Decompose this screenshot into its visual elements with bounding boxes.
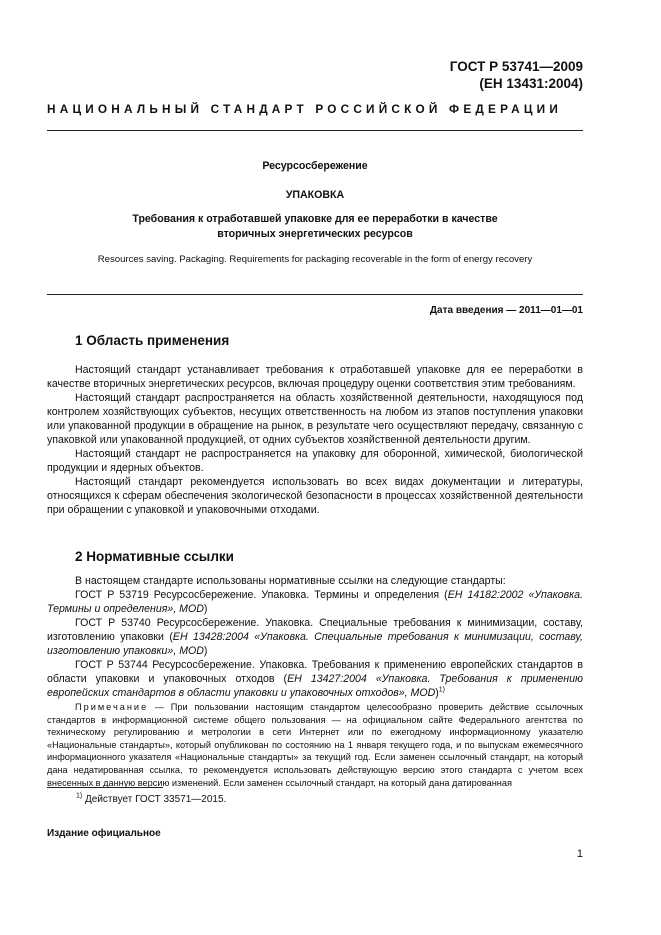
normative-reference: ГОСТ Р 53719 Ресурсосбережение. Упаковка. Термины и определения (ЕН 14182:2002 «Упаковка. Термины и определения», MOD) [47,589,583,615]
normative-reference: ГОСТ Р 53744 Ресурсосбережение. Упаковка. Требования к применению европейских стандартов в области упаковки и упаковочных отходов (ЕН 13427:2004 «Упаковка. Требования к применению европейских стандартов в области упаковки и упаковочных отходов», MOD)$^{1)}$ [47,659,583,699]
gost-number: ГОСТ Р 53741—2009 [449,59,583,74]
section-1-paragraph: Настоящий стандарт распространяется на область хозяйственной деятельности, находящуюся под контролем хозяйствующих субъектов, несущих ответственность на любом из этапов поступления упаковки или упакованной продукции в обращение на рынок, в результате чего осуществляют передачу, связанную с упаковкой или упакованной продукцией, от одних субъектов хозяйственной деятельности другим. [47,392,583,446]
footnote [76,794,226,805]
note-text: — При пользовании настоящим стандартом целесообразно проверить действие ссылочных стандартов в информационной системе общего пользования — на официальном сайте Федерального агентства по техническому регулированию и метрологии в сети Интернет или по ежегодному информационному указателю «Национальные стандарты», который опубликован по состоянию на 1 января текущего года, и по выпускам ежемесячного информационного указателя «Национальные стандарты» за текущий год. Если заменен ссылочный стандарт, на который дана недатированная ссылка, то рекомендуется использовать действующую версию этого стандарта с учетом всех внесенных в данную версию изменений. Если заменен ссылочный стандарт, на который дана датированная [47,702,583,788]
normative-reference: ГОСТ Р 53740 Ресурсосбережение. Упаковка. Специальные требования к минимизации, составу, изготовлению упаковки (ЕН 13428:2004 «Упаковка. Специальные требования к минимизации, составу, изготовлению упаковки», MOD) [47,617,583,657]
national-standard-banner: НАЦИОНАЛЬНЫЙ СТАНДАРТ РОССИЙСКОЙ ФЕДЕРАЦИИ [47,102,562,116]
footnote-ref: 1) [438,686,446,694]
section-1-heading: 1 Область применения [75,333,230,348]
title-main-line2: вторичных энергетических ресурсов [217,228,413,240]
footnote-text: Действует ГОСТ 33571—2015. [82,794,227,805]
page-number: 1 [576,848,583,860]
title-english: Resources saving. Packaging. Requirements for packaging recoverable in the form of energy recovery [97,254,533,265]
section-2-note [47,701,583,789]
footnote-mark: 1) [76,792,83,800]
section-1-paragraph: Настоящий стандарт не распространяется на упаковку для оборонной, химической, биологической продукции и ядерных объектов. [47,448,583,474]
title-main-line1: Требования к отработавшей упаковке для ее переработки в качестве [132,213,498,225]
introduction-date: Дата введения — 2011—01—01 [429,305,583,316]
header-rule [47,130,583,131]
section-2-heading: 2 Нормативные ссылки [75,549,234,564]
section-2-body [47,574,583,700]
en-number: (ЕН 13431:2004) [479,76,583,91]
section-1-paragraph: Настоящий стандарт устанавливает требования к отработавшей упаковке для ее переработки в качестве вторичных энергетических ресурсов, включая процедуру оценки соответствия этим требованиям. [47,364,583,390]
footnote-rule [47,787,163,788]
title-main [47,212,583,242]
section-1-body [47,363,583,517]
section-1-paragraph: Настоящий стандарт рекомендуется использовать во всех видах документации и литературы, относящихся к сферам обеспечения экологической безопасности в процессах хозяйственной деятельности при обращении с упаковкой и упаковочными отходами. [47,476,583,516]
document-designation [450,58,583,92]
title-rule [47,294,583,295]
official-edition: Издание официальное [47,828,161,839]
title-topic: Ресурсосбережение [262,160,368,172]
section-2-intro: В настоящем стандарте использованы нормативные ссылки на следующие стандарты: [75,575,506,587]
title-subject: УПАКОВКА [285,189,345,201]
note-lead: Примечание [75,702,149,712]
